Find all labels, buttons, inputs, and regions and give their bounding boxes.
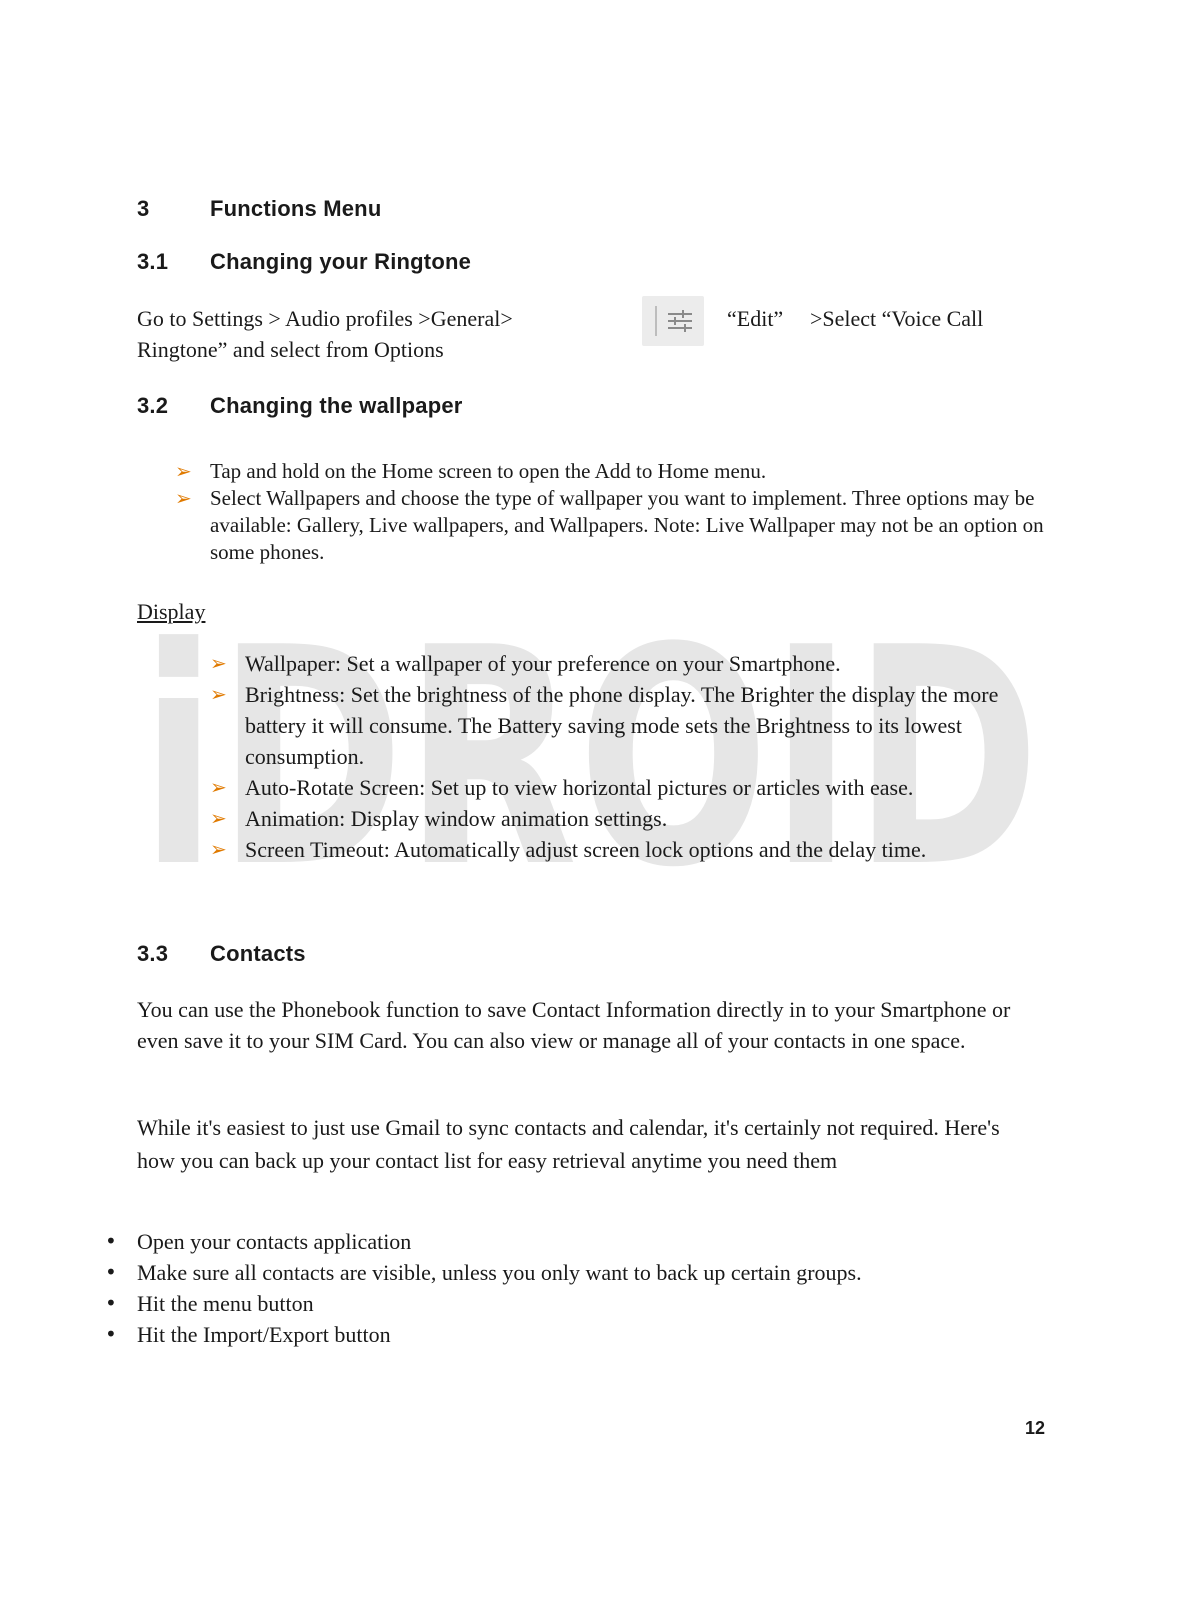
- arrow-bullet-icon: ➢: [210, 682, 227, 706]
- list-item: [210, 648, 1055, 679]
- wallpaper-steps-list: [175, 458, 1055, 566]
- list-item: [210, 679, 1055, 772]
- contacts-backup-paragraph: While it's easiest to just use Gmail to sync contacts and calendar, it's certainly not required. Here's how you can back up your contact list for easy retrieval anytime you need them: [137, 1115, 1000, 1173]
- dot-bullet-icon: •: [105, 1260, 117, 1284]
- list-item: [175, 458, 1055, 485]
- section-number: 3.1: [137, 249, 169, 274]
- list-item: [175, 485, 1055, 566]
- list-item-text: Screen Timeout: Automatically adjust screen lock options and the delay time.: [245, 837, 927, 862]
- edit-label: “Edit”: [727, 306, 784, 331]
- list-item: [210, 772, 1055, 803]
- list-item-text: Animation: Display window animation settings.: [245, 806, 668, 831]
- contacts-intro-paragraph: You can use the Phonebook function to save Contact Information directly in to your Smartphone or even save it to your SIM Card. You can also view or manage all of your contacts in one space.: [137, 997, 1011, 1053]
- section-3-heading: [137, 196, 837, 226]
- list-item: [105, 1319, 1042, 1350]
- dot-bullet-icon: •: [105, 1291, 117, 1315]
- section-3-2-heading: [137, 393, 837, 423]
- list-item: [210, 834, 1055, 865]
- section-title: Functions Menu: [210, 196, 382, 221]
- list-item-text: Tap and hold on the Home screen to open the Add to Home menu.: [210, 459, 767, 483]
- list-item: [210, 803, 1055, 834]
- section-number: 3.2: [137, 393, 169, 418]
- arrow-bullet-icon: ➢: [210, 651, 227, 675]
- list-item: [105, 1288, 1042, 1319]
- section-title: Changing the wallpaper: [210, 393, 463, 418]
- page-number: 12: [1025, 1418, 1046, 1438]
- dot-bullet-icon: •: [105, 1229, 117, 1253]
- sliders-icon: [642, 296, 704, 346]
- ringtone-instructions-line2: Ringtone” and select from Options: [137, 337, 444, 362]
- dot-bullet-icon: •: [105, 1322, 117, 1346]
- arrow-bullet-icon: ➢: [210, 806, 227, 830]
- list-item-text: Wallpaper: Set a wallpaper of your preference on your Smartphone.: [245, 651, 841, 676]
- select-voice-call-label: >Select “Voice Call: [810, 306, 984, 331]
- watermark-logo-text: iDROID: [140, 620, 1040, 900]
- arrow-bullet-icon: ➢: [210, 837, 227, 861]
- list-item-text: Brightness: Set the brightness of the phone display. The Brighter the display the more battery it will consume. The Battery saving mode sets the Brightness to its lowest consumption.: [245, 682, 999, 769]
- list-item-text: Auto-Rotate Screen: Set up to view horizontal pictures or articles with ease.: [245, 775, 914, 800]
- list-item-text: Hit the Import/Export button: [137, 1322, 391, 1347]
- list-item-text: Select Wallpapers and choose the type of wallpaper you want to implement. Three options may be available: Gallery, Live wallpapers, and Wallpapers. Note: Live Wallpaper may not be an option on some phones.: [210, 486, 1044, 564]
- arrow-bullet-icon: ➢: [175, 486, 192, 510]
- display-settings-list: [210, 648, 1055, 865]
- section-3-3-heading: [137, 941, 837, 971]
- ringtone-instructions-line1: Go to Settings > Audio profiles >General>: [137, 306, 513, 331]
- section-number: 3: [137, 196, 150, 221]
- list-item-text: Open your contacts application: [137, 1229, 412, 1254]
- list-item-text: Make sure all contacts are visible, unless you only want to back up certain groups.: [137, 1260, 862, 1285]
- section-title: Changing your Ringtone: [210, 249, 472, 274]
- section-number: 3.3: [137, 941, 169, 966]
- arrow-bullet-icon: ➢: [175, 459, 192, 483]
- contacts-backup-steps-list: [105, 1226, 1042, 1350]
- arrow-bullet-icon: ➢: [210, 775, 227, 799]
- section-title: Contacts: [210, 941, 306, 966]
- list-item: [105, 1257, 1042, 1288]
- section-3-1-heading: [137, 249, 837, 279]
- display-heading: Display: [137, 599, 206, 624]
- list-item-text: Hit the menu button: [137, 1291, 314, 1316]
- list-item: [105, 1226, 1042, 1257]
